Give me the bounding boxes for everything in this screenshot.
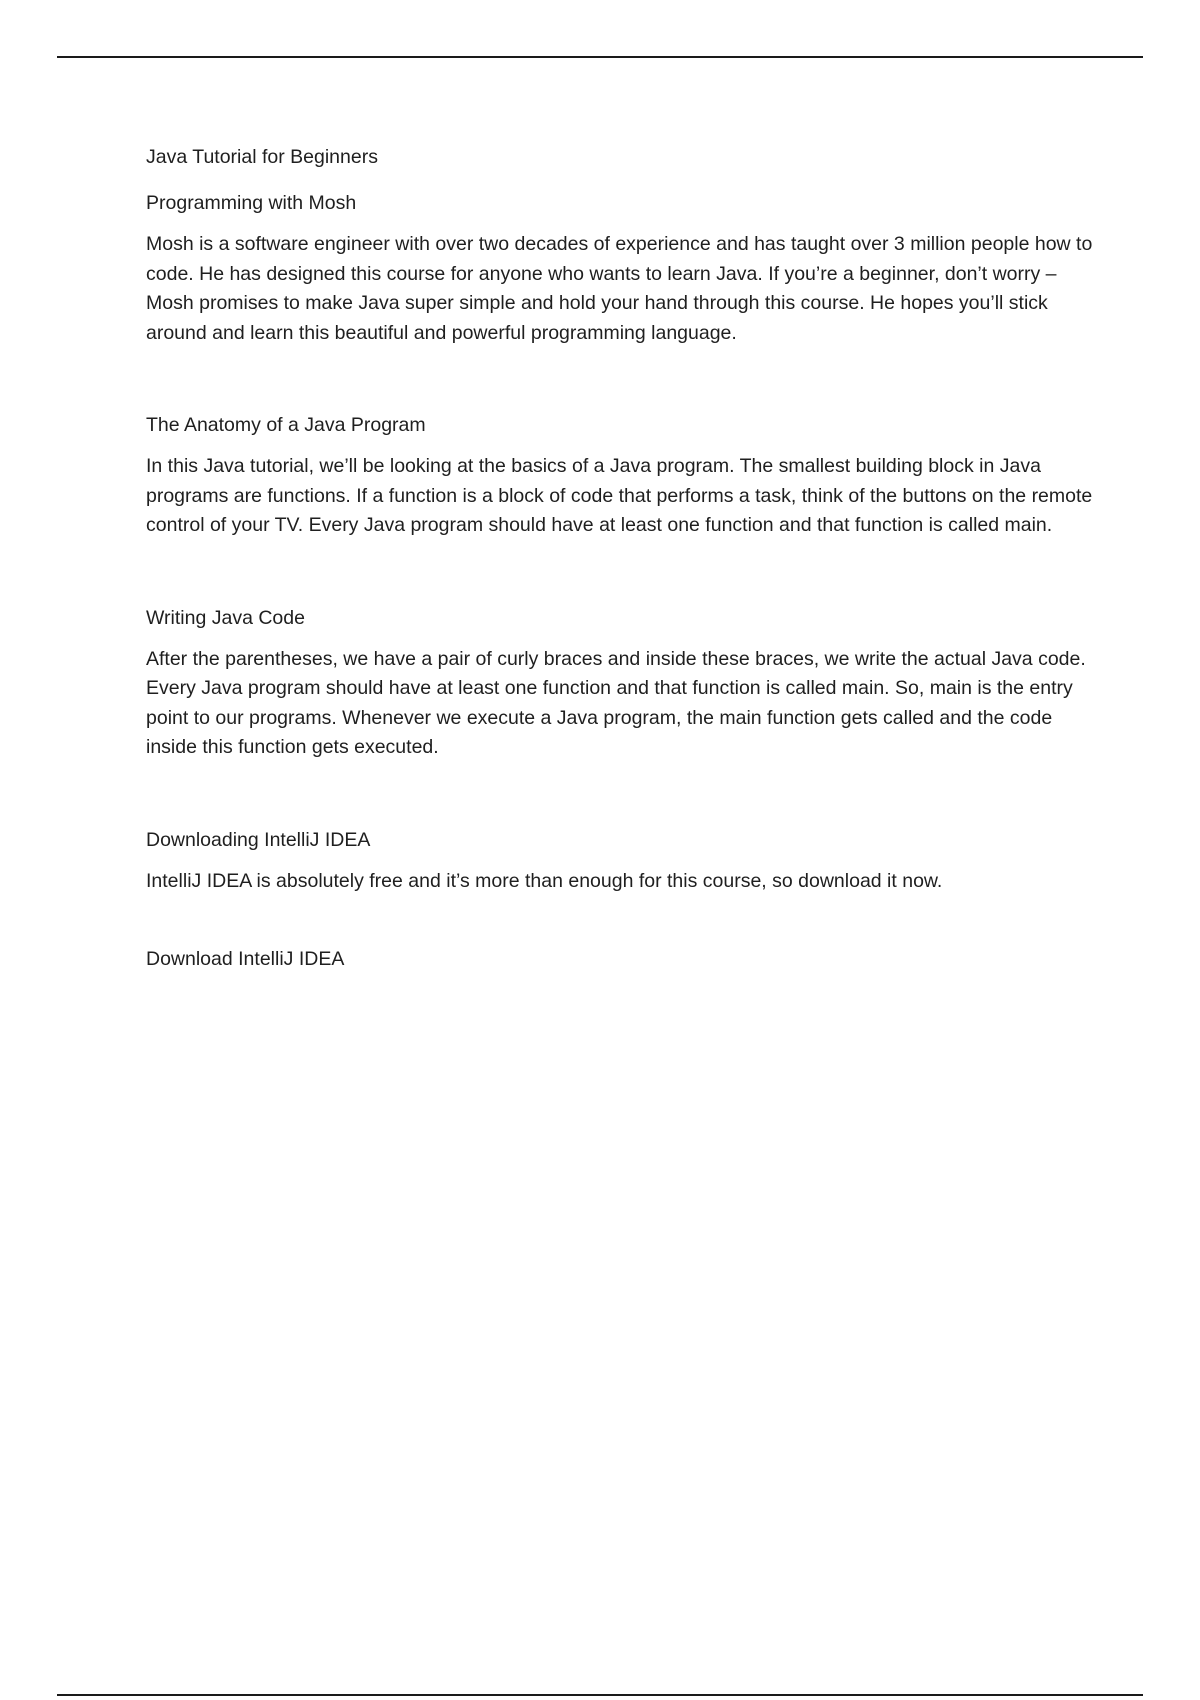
document-subtitle: Programming with Mosh [146,192,357,214]
section-body-anatomy: In this Java tutorial, we’ll be looking at the basics of a Java program. The smallest building block in Java programs are functions. If a function is a block of code that performs a task, think of the buttons on the remote control of your TV. Every Java program should have at least one function and that function is called main. [146,455,1093,536]
header-rule [57,56,1143,58]
document-body [146,142,1096,974]
section-heading-writing: Writing Java Code [146,606,305,629]
section-heading-anatomy: The Anatomy of a Java Program [146,414,426,436]
download-link[interactable]: Download IntelliJ IDEA [146,948,345,970]
intro-paragraph: Mosh is a software engineer with over two decades of experience and has taught over 3 million people how to code. He has designed this course for anyone who wants to learn Java. If you’re a beginner, don’t worry – Mosh promises to make Java super simple and hold your hand through this course. He hopes you’ll stick around and learn this beautiful and powerful programming language. [146,233,1093,344]
section-body-writing: After the parentheses, we have a pair of curly braces and inside these braces, we write the actual Java code. Every Java program should have at least one function and that function is called main. So, main is the entry point to our programs. Whenever we execute a Java program, the main function gets called and the code inside this function gets executed. [146,647,1086,758]
section-heading-downloading: Downloading IntelliJ IDEA [146,828,371,851]
footer-rule [57,1694,1143,1696]
section-body-downloading: IntelliJ IDEA is absolutely free and it’s more than enough for this course, so download it now. [146,869,943,892]
document-title: Java Tutorial for Beginners [146,146,378,168]
